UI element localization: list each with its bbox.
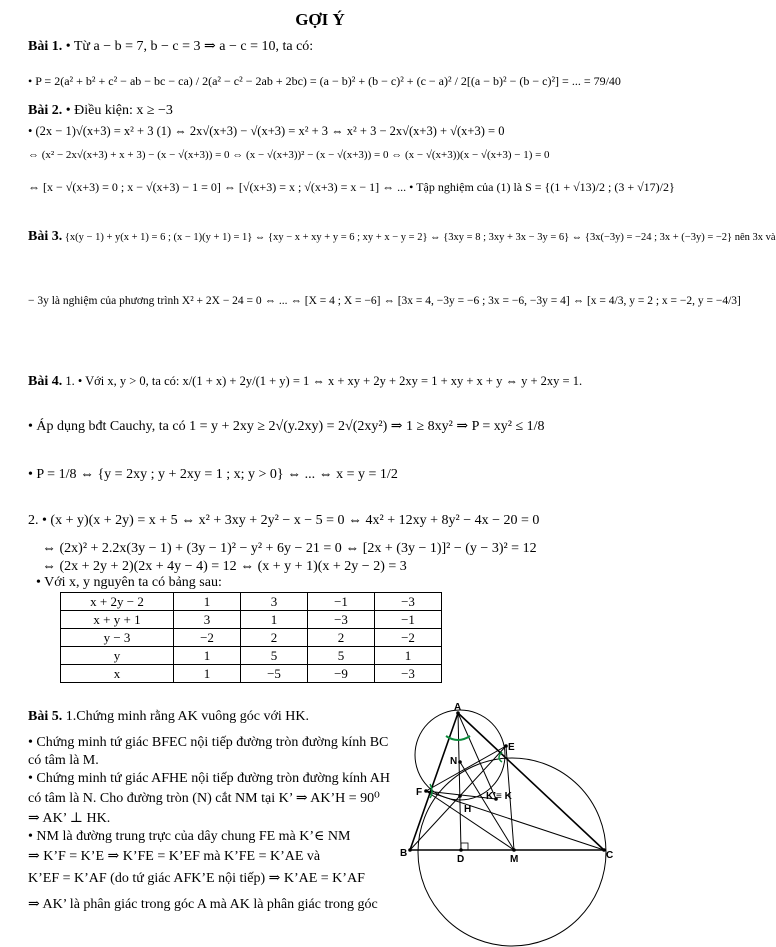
geometry-figure	[400, 700, 630, 947]
bai5-line9: K’EF = K’AF (do tứ giác AFK’E nội tiếp) ⇒ K’AE = K’AF	[28, 871, 365, 886]
bai5-line7: • NM là đường trung trực của dây chung FE mà K’∈ NM	[28, 829, 351, 844]
bai1-line2: • P = 2(a² + b² + c² − ab − bc − ca) / 2(a² − c² − 2ab + 2bc) = (a − b)² + (b − c)² + (c − a)² / 2[(a − b)² − (b − c)²] = ... = 79/40	[28, 74, 621, 88]
bai2-line2: • (2x − 1)√(x+3) = x² + 3 (1) ⇔ 2x√(x+3) − √(x+3) = x² + 3 ⇔ x² + 3 − 2x√(x+3) + √(x+3) = 0	[28, 124, 505, 138]
bai4-line3: • P = 1/8 ⇔ {y = 2xy ; y + 2xy = 1 ; x; y > 0} ⇔ ... ⇔ x = y = 1/2	[28, 467, 398, 482]
bai4-line5: ⇔ (2x)² + 2.2x(3y − 1) + (3y − 1)² − y² + 6y − 21 = 0 ⇔ [2x + (3y − 1)]² − (y − 3)² = 12	[42, 541, 537, 556]
bai2-line3: ⇔ (x² − 2x√(x+3) + x + 3) − (x − √(x+3)) = 0 ⇔ (x − √(x+3))² − (x − √(x+3)) = 0 ⇔ (x − √(x+3))(x − √(x+3) − 1) = 0	[28, 149, 550, 161]
points	[408, 711, 606, 852]
bai4-line4: 2. • (x + y)(x + 2y) = x + 5 ⇔ x² + 3xy + 2y² − x − 5 = 0 ⇔ 4x² + 12xy + 8y² − 4x − 20 = 0	[28, 513, 540, 528]
bai5-line6: ⇒ AK’ ⊥ HK.	[28, 811, 111, 826]
label-e: E	[508, 742, 515, 753]
bai3-heading: Bài 3.	[28, 229, 63, 244]
bai3-line2: − 3y là nghiệm của phương trình X² + 2X − 24 = 0 ⇔ ... ⇔ [X = 4 ; X = −6] ⇔ [3x = 4, −3y = −6 ; 3x = −6, −3y = 4] ⇔ [x = 4/3, y = 2 ; x = −2, y = −4/3]	[28, 295, 741, 307]
table-row: y 1 5 5 1	[61, 647, 442, 665]
page-title: GỢI Ý	[295, 10, 345, 29]
bai1-heading: Bài 1.	[28, 39, 63, 54]
bai5-line4: • Chứng minh tứ giác AFHE nội tiếp đường tròn đường kính AH	[28, 771, 390, 786]
bai5-line1: Bài 5. 1.Chứng minh rằng AK vuông góc với HK.	[28, 709, 309, 724]
label-d: D	[457, 854, 465, 865]
bai2-line1: Bài 2. • Điều kiện: x ≥ −3	[28, 103, 173, 118]
bai4-line2: • Áp dụng bđt Cauchy, ta có 1 = y + 2xy ≥ 2√(y.2xy) = 2√(2xy²) ⇒ 1 ≥ 8xy² ⇒ P = xy² ≤ 1/8	[28, 419, 545, 434]
bai4-line6: ⇔ (2x + 2y + 2)(2x + 4y − 4) = 12 ⇔ (x + y + 1)(x + 2y − 2) = 3	[42, 559, 407, 574]
table-row: x + y + 1 3 1 −3 −1	[61, 611, 442, 629]
bai1-line1: Bài 1. • Từ a − b = 7, b − c = 3 ⇒ a − c = 10, ta có:	[28, 39, 314, 54]
circle-m	[418, 758, 606, 946]
label-f: F	[416, 787, 423, 798]
solutions-table	[60, 592, 442, 683]
bai5-line5: có tâm là N. Cho đường tròn (N) cắt NM tại K’ ⇒ AK’H = 90⁰	[28, 791, 380, 806]
label-n: N	[450, 756, 458, 767]
label-k: K’≡ K	[486, 791, 512, 802]
bai5-line2: • Chứng minh tứ giác BFEC nội tiếp đường tròn đường kính BC	[28, 735, 389, 750]
bai4-line7: • Với x, y nguyên ta có bảng sau:	[36, 575, 222, 590]
label-b: B	[400, 848, 408, 859]
bai5-line10: ⇒ AK’ là phân giác trong góc A mà AK là phân giác trong góc	[28, 897, 378, 912]
bai2-line4: ⇔ [x − √(x+3) = 0 ; x − √(x+3) − 1 = 0] ⇔ [√(x+3) = x ; √(x+3) = x − 1] ⇔ ... • Tập nghiệm của (1) là S = {(1 + √13)/2 ; (3 + √17)/2}	[28, 180, 675, 194]
bai3-line1: Bài 3. {x(y − 1) + y(x + 1) = 6 ; (x − 1)(y + 1) = 1} ⇔ {xy − x + xy + y = 6 ; xy + x − y = 2} ⇔ {3xy = 8 ; 3xy + 3x − 3y = 6} ⇔ {3x(−3y) = −24 ; 3x + (−3y) = −2} nên 3x và	[28, 229, 776, 244]
table-row: x + 2y − 2 1 3 −1 −3	[61, 593, 442, 611]
table-row: x 1 −5 −9 −3	[61, 665, 442, 683]
label-m: M	[510, 854, 519, 865]
label-a: A	[454, 702, 462, 713]
bai5-heading: Bài 5.	[28, 709, 63, 724]
bai5-line3: có tâm là M.	[28, 753, 99, 768]
bai5-line8: ⇒ K’F = K’E ⇒ K’FE = K’EF mà K’FE = K’AE và	[28, 849, 321, 864]
label-c: C	[606, 850, 614, 861]
bai4-line1: Bài 4. 1. • Với x, y > 0, ta có: x/(1 + x) + 2y/(1 + y) = 1 ⇔ x + xy + 2y + 2xy = 1 + xy + x + y ⇔ y + 2xy = 1.	[28, 374, 583, 389]
bai4-heading: Bài 4.	[28, 374, 63, 389]
bai2-heading: Bài 2.	[28, 103, 63, 118]
label-h: H	[464, 804, 472, 815]
table-row: y − 3 −2 2 2 −2	[61, 629, 442, 647]
